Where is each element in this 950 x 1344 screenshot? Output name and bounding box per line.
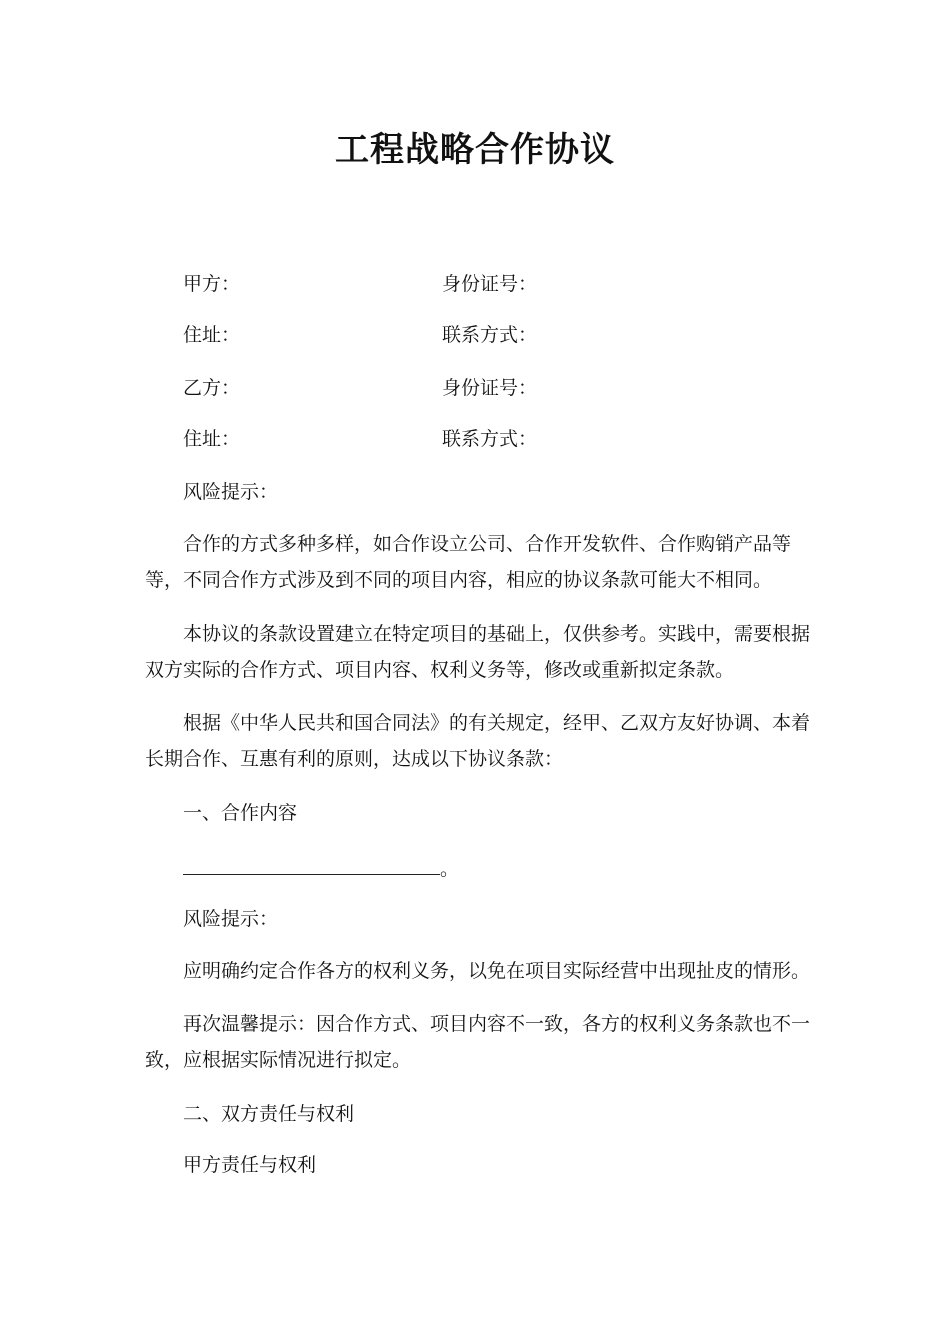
party-a-id-label: 身份证号： bbox=[442, 273, 538, 295]
section-2-subheading: 甲方责任与权利 bbox=[183, 1154, 317, 1176]
reminder-paragraph: 再次温馨提示：因合作方式、项目内容不一致，各方的权利义务条款也不一致，应根据实际情况进行拟定。 bbox=[145, 1013, 811, 1071]
party-b-address-label: 住址： bbox=[183, 428, 241, 450]
blank-period: 。 bbox=[440, 858, 460, 880]
section-2-heading: 二、双方责任与权利 bbox=[183, 1103, 355, 1125]
party-b-id-label: 身份证号： bbox=[442, 377, 538, 399]
blank-underline bbox=[183, 856, 440, 875]
party-a-label: 甲方： bbox=[183, 273, 241, 295]
party-a-contact-label: 联系方式： bbox=[442, 324, 538, 346]
risk-tip-heading: 风险提示： bbox=[183, 908, 279, 930]
party-a-address-label: 住址： bbox=[183, 324, 241, 346]
fill-in-blank bbox=[183, 855, 459, 883]
party-b-contact-label: 联系方式： bbox=[442, 428, 538, 450]
preamble-paragraph: 根据《中华人民共和国合同法》的有关规定，经甲、乙双方友好协调、本着长期合作、互惠有利的原则，达成以下协议条款： bbox=[145, 712, 811, 770]
risk-tip-paragraph: 应明确约定合作各方的权利义务，以免在项目实际经营中出现扯皮的情形。 bbox=[183, 960, 811, 982]
risk-tip-paragraph: 合作的方式多种多样，如合作设立公司、合作开发软件、合作购销产品等等，不同合作方式涉及到不同的项目内容，相应的协议条款可能大不相同。 bbox=[145, 533, 792, 591]
risk-tip-heading: 风险提示： bbox=[183, 481, 279, 503]
party-b-label: 乙方： bbox=[183, 377, 241, 399]
document-title: 工程战略合作协议 bbox=[335, 130, 615, 170]
section-1-heading: 一、合作内容 bbox=[183, 802, 298, 824]
risk-tip-paragraph: 本协议的条款设置建立在特定项目的基础上，仅供参考。实践中，需要根据双方实际的合作方式、项目内容、权利义务等，修改或重新拟定条款。 bbox=[145, 623, 811, 681]
